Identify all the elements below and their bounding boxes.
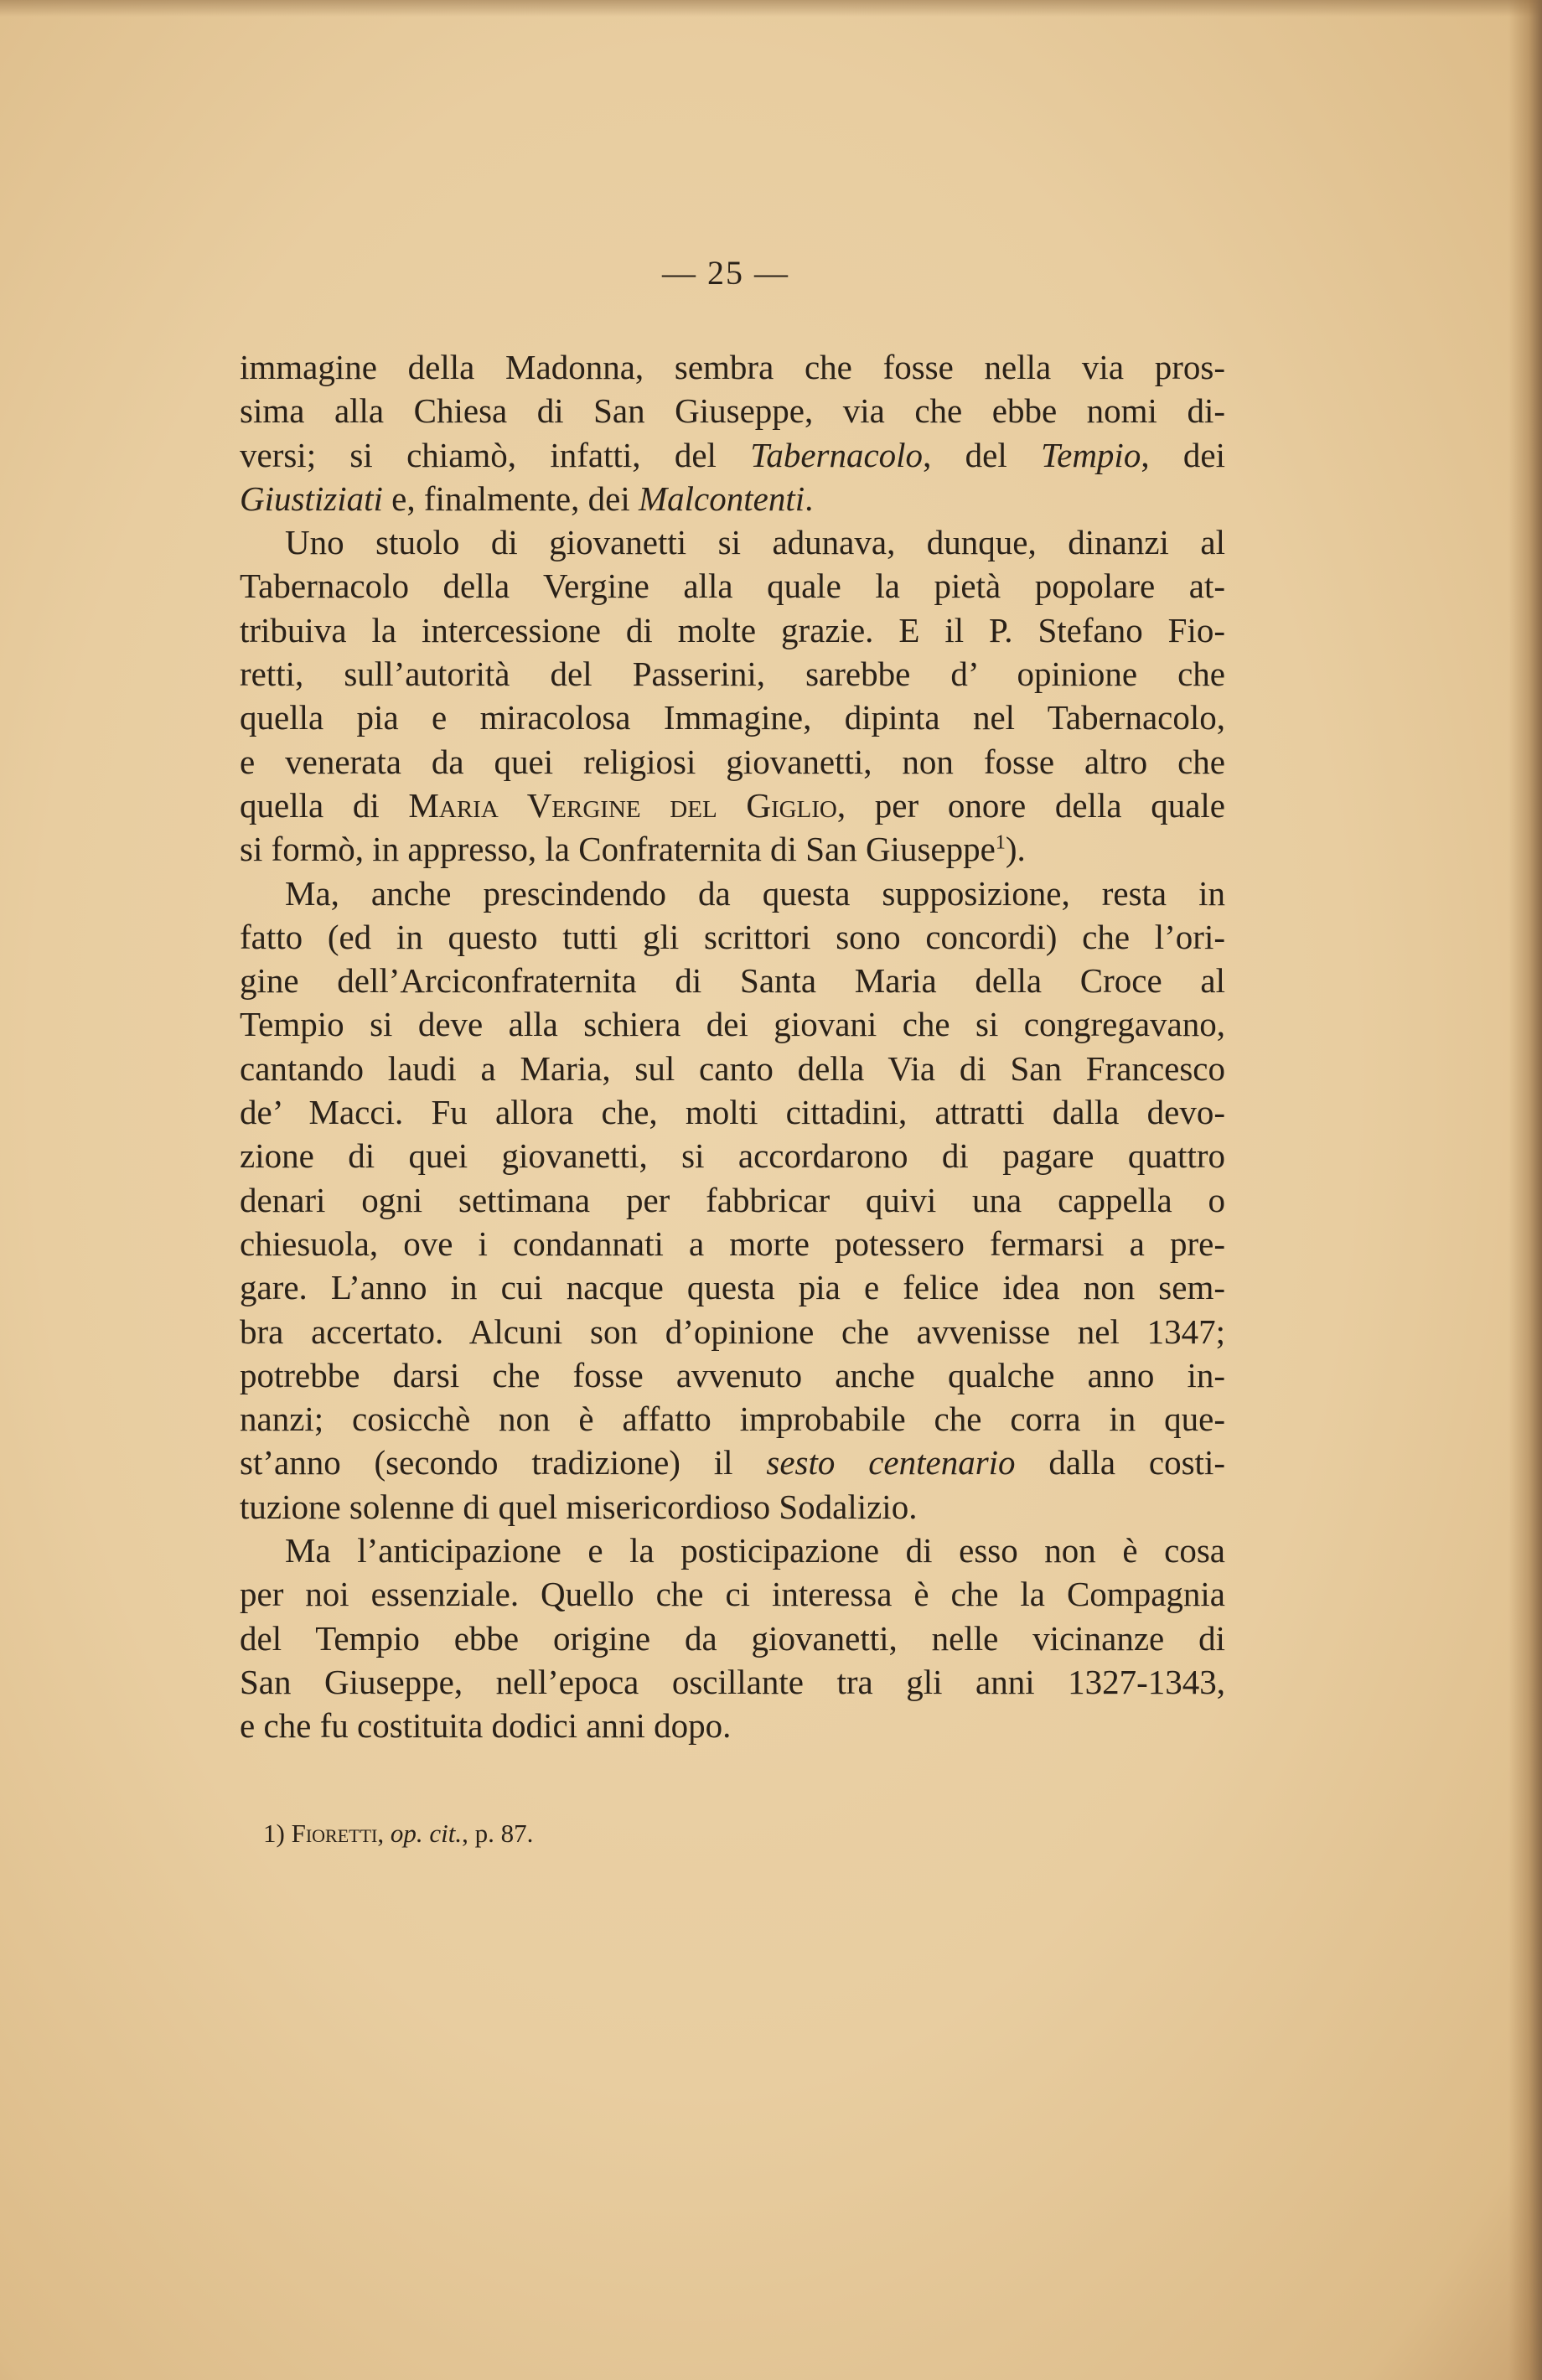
text-segment: Giustiziati xyxy=(240,479,383,518)
text-line xyxy=(240,827,1225,871)
footnote-reference-mark: 1 xyxy=(995,831,1006,854)
text-segment: st’anno (secondo tradizione) il xyxy=(240,1443,767,1482)
text-segment: Tabernacolo della Vergine alla quale la pietà popolare at- xyxy=(240,567,1225,606)
text-segment: chiesuola, ove i condannati a morte potessero fermarsi a pre- xyxy=(240,1224,1225,1263)
text-segment: , dei xyxy=(1141,435,1225,474)
text-segment: Uno stuolo di giovanetti si adunava, dunque, dinanzi al xyxy=(285,523,1225,562)
footnote-reference: op. cit. xyxy=(390,1819,463,1848)
footnote-page: , p. 87. xyxy=(462,1819,534,1848)
text-segment: Tempio xyxy=(1041,435,1141,474)
text-segment: gine dell’Arciconfraternita di Santa Maria della Croce al xyxy=(240,961,1225,1001)
footnote-author: Fioretti xyxy=(291,1819,378,1848)
text-segment: , per onore della quale xyxy=(836,785,1225,825)
text-line xyxy=(240,1441,1225,1484)
body-text xyxy=(240,345,1225,1748)
text-segment: San Giuseppe, nell’epoca oscillante tra gli anni 1327-1343, xyxy=(240,1662,1225,1701)
text-line xyxy=(240,1134,1225,1177)
text-segment: potrebbe darsi che fosse avvenuto anche qualche anno in- xyxy=(240,1355,1225,1394)
text-line xyxy=(240,1090,1225,1134)
text-line xyxy=(240,959,1225,1002)
text-line xyxy=(240,608,1225,652)
text-segment: Ma l’anticipazione e la posticipazione di esso non è cosa xyxy=(285,1531,1225,1570)
text-segment: gare. L’anno in cui nacque questa pia e felice idea non sem- xyxy=(240,1268,1225,1307)
paper-edge-top xyxy=(0,0,1542,17)
text-segment: quella di xyxy=(240,785,409,825)
text-line xyxy=(240,520,1225,564)
text-segment: dalla costi- xyxy=(1015,1443,1225,1482)
text-line xyxy=(240,1353,1225,1397)
text-segment: . xyxy=(805,479,814,518)
text-segment: e che fu costituita dodici anni dopo. xyxy=(240,1706,732,1746)
text-line xyxy=(240,433,1225,477)
text-segment: per noi essenziale. Quello che ci interessa è che la Compagnia xyxy=(240,1575,1225,1614)
text-segment: zione di quei giovanetti, si accordarono di pagare quattro xyxy=(240,1136,1225,1176)
text-line xyxy=(240,1047,1225,1090)
text-line xyxy=(240,389,1225,432)
text-segment: del Tempio ebbe origine da giovanetti, nelle vicinanze di xyxy=(240,1618,1225,1658)
paper-edge-right xyxy=(1508,0,1542,2380)
text-segment: , del xyxy=(923,435,1042,474)
text-segment: Ma, anche prescindendo da questa supposizione, resta in xyxy=(285,873,1225,913)
text-line xyxy=(240,872,1225,915)
text-line xyxy=(240,1704,1225,1747)
text-segment: immagine della Madonna, sembra che fosse nella via pros- xyxy=(240,348,1225,386)
text-line xyxy=(240,1222,1225,1265)
text-segment: Tempio si deve alla schiera dei giovani che si congregavano, xyxy=(240,1005,1225,1044)
text-line xyxy=(240,696,1225,739)
text-line xyxy=(240,1178,1225,1222)
text-segment: bra accertato. Alcuni son d’opinione che avvenisse nel 1347; xyxy=(240,1312,1225,1351)
text-line xyxy=(240,1265,1225,1309)
footnote-marker: 1) xyxy=(263,1819,285,1848)
text-line xyxy=(240,652,1225,696)
text-segment: sima alla Chiesa di San Giuseppe, via che ebbe nomi di- xyxy=(240,391,1225,431)
text-line xyxy=(240,1397,1225,1441)
text-segment: quella pia e miracolosa Immagine, dipinta nel Tabernacolo, xyxy=(240,698,1225,737)
footnote xyxy=(263,1819,533,1849)
page-number: — 25 — xyxy=(662,254,789,292)
text-segment: retti, sull’autorità del Passerini, sarebbe d’ opinione che xyxy=(240,654,1225,694)
text-segment: denari ogni settimana per fabbricar quivi una cappella o xyxy=(240,1180,1225,1219)
text-line xyxy=(240,740,1225,784)
footnote-separator: , xyxy=(377,1819,391,1848)
text-segment: tuzione solenne di quel misericordioso Sodalizio. xyxy=(240,1487,918,1526)
text-segment: sesto centenario xyxy=(766,1443,1016,1482)
text-line xyxy=(240,1002,1225,1046)
text-segment: ). xyxy=(1005,830,1026,869)
text-segment: fatto (ed in questo tutti gli scrittori sono concordi) che l’ori- xyxy=(240,917,1225,956)
text-line xyxy=(240,345,1225,389)
text-line xyxy=(240,564,1225,608)
text-line xyxy=(240,1572,1225,1616)
text-segment: nanzi; cosicchè non è affatto improbabile che corra in que- xyxy=(240,1400,1225,1439)
text-segment: de’ Macci. Fu allora che, molti cittadini, attratti dalla devo- xyxy=(240,1093,1225,1132)
text-line xyxy=(240,1617,1225,1660)
text-line xyxy=(240,1660,1225,1704)
text-line xyxy=(240,477,1225,520)
text-segment: cantando laudi a Maria, sul canto della Via di San Francesco xyxy=(240,1048,1225,1088)
text-line xyxy=(240,1529,1225,1572)
text-segment: si formò, in appresso, la Confraternita di San Giuseppe xyxy=(240,830,996,869)
text-segment: Malcontenti xyxy=(638,479,805,518)
text-line xyxy=(240,784,1225,827)
text-segment: Tabernacolo xyxy=(750,435,924,474)
text-line xyxy=(240,1310,1225,1353)
text-segment: Maria Vergine del Giglio xyxy=(408,785,837,825)
text-segment: e, finalmente, dei xyxy=(382,479,639,518)
text-segment: versi; si chiamò, infatti, del xyxy=(240,435,751,474)
text-line xyxy=(240,1485,1225,1529)
text-segment: e venerata da quei religiosi giovanetti, non fosse altro che xyxy=(240,742,1225,781)
text-segment: tribuiva la intercessione di molte grazie. E il P. Stefano Fio- xyxy=(240,610,1225,649)
text-line xyxy=(240,915,1225,959)
